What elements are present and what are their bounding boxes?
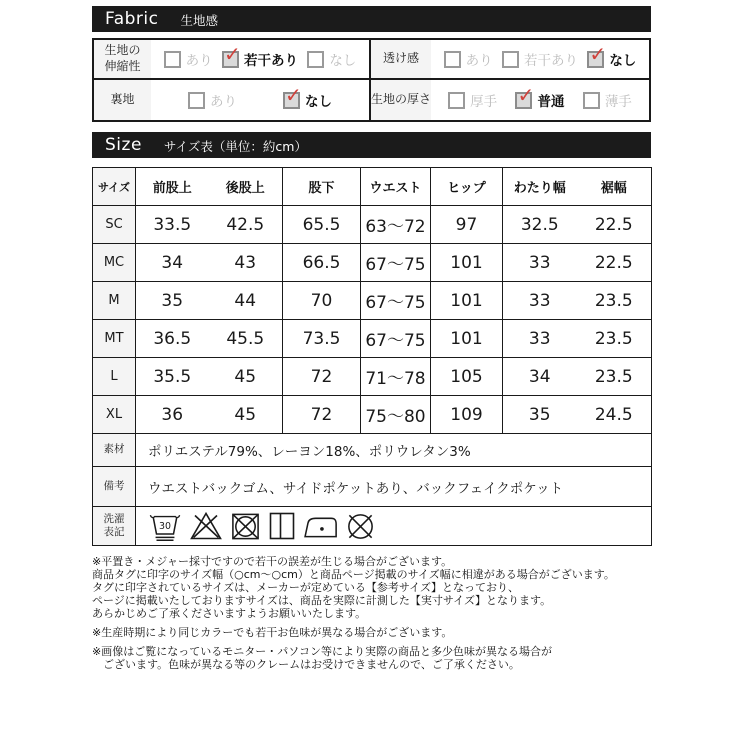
cell-value: 66.5	[283, 244, 361, 282]
footnote-line: ※生産時期により同じカラーでも若干お色味が異なる場合がございます。	[92, 626, 453, 639]
cell-value: 23.5	[577, 282, 652, 320]
cell-value: 34	[503, 358, 577, 396]
footnotes	[92, 555, 651, 671]
table-row	[93, 206, 652, 244]
footnote-line: あらかじめご了承くださいますようお願いいたします。	[92, 607, 367, 620]
notes-value: ウエストバックゴム、サイドポケットあり、バックフェイクポケット	[136, 467, 652, 507]
checkbox-checked-icon	[222, 41, 241, 68]
cell-value: 70	[283, 282, 361, 320]
check-mark-icon: ✓	[517, 82, 535, 107]
fabric-label-stretch-line1: 生地の	[104, 43, 141, 58]
size-section-header	[92, 132, 651, 158]
checkbox-checked-icon	[515, 82, 535, 109]
no-tumble-dry-icon	[230, 511, 261, 542]
cell-value: 67～75	[361, 244, 431, 282]
fabric-options-lining	[151, 80, 369, 120]
cell-value: 34	[136, 244, 209, 282]
iron-low-icon	[303, 513, 338, 540]
cell-value: 109	[431, 396, 503, 434]
footnote-monitor	[92, 645, 651, 671]
fabric-option	[222, 41, 298, 69]
material-row	[93, 434, 652, 467]
fabric-option-label: なし	[329, 53, 357, 69]
fabric-label-stretch-line2: 伸縮性	[104, 59, 141, 73]
fabric-option-label: 普通	[537, 94, 565, 110]
fabric-option	[583, 90, 632, 110]
table-row	[93, 244, 652, 282]
cell-value: 43	[209, 244, 283, 282]
svg-text:30: 30	[158, 520, 172, 532]
care-label-line1: 洗濯	[103, 512, 125, 525]
table-row	[93, 358, 652, 396]
care-symbols	[136, 510, 651, 543]
size-label: M	[93, 282, 136, 320]
fabric-option	[448, 90, 497, 110]
notes-row	[93, 467, 652, 507]
cell-value: 75～80	[361, 396, 431, 434]
cell-value: 35	[136, 282, 209, 320]
fabric-option	[587, 41, 637, 69]
cell-value: 101	[431, 244, 503, 282]
cell-value: 22.5	[577, 206, 652, 244]
cell-value: 72	[283, 396, 361, 434]
column-header-hip: ヒップ	[431, 168, 503, 206]
size-label: MC	[93, 244, 136, 282]
cell-value: 97	[431, 206, 503, 244]
footnote-line: ございます。色味が異なる等のクレームはお受けできませんので、ご了承ください。	[92, 658, 520, 671]
footnote-line: 商品タグに印字のサイズ幅（○cm～○cm）と商品ページ掲載のサイズ幅に相違がある場合がございます。	[92, 568, 615, 581]
size-label: XL	[93, 396, 136, 434]
product-spec-page	[92, 0, 651, 671]
cell-value: 23.5	[577, 358, 652, 396]
cell-value: 36.5	[136, 320, 209, 358]
fabric-option-label: あり	[185, 53, 213, 69]
check-mark-icon: ✓	[589, 41, 607, 66]
footnote-line: ※平置き・メジャー採寸ですので若干の誤差が生じる場合がございます。	[92, 555, 453, 568]
size-header-title: Size	[105, 135, 142, 155]
cell-value: 24.5	[577, 396, 652, 434]
fabric-label-lining	[94, 80, 151, 120]
cell-value: 101	[431, 320, 503, 358]
fabric-option-label: あり	[465, 53, 493, 69]
cell-value: 33.5	[136, 206, 209, 244]
fabric-option	[164, 49, 213, 69]
cell-value: 33	[503, 320, 577, 358]
fabric-option	[444, 49, 493, 69]
checkbox-icon	[307, 51, 324, 68]
material-value: ポリエステル79%、レーヨン18%、ポリウレタン3%	[136, 434, 652, 467]
column-header-back-rise: 後股上	[209, 168, 283, 206]
cell-value: 67～75	[361, 320, 431, 358]
cell-value: 33	[503, 282, 577, 320]
checkbox-checked-icon	[587, 41, 607, 68]
fabric-option-label: 若干あり	[243, 53, 298, 69]
checkbox-checked-icon	[283, 82, 302, 109]
cell-value: 35.5	[136, 358, 209, 396]
footnote-production	[92, 626, 651, 639]
wash-30-icon	[148, 510, 182, 543]
fabric-table	[92, 38, 651, 122]
fabric-option-label: なし	[609, 53, 637, 69]
fabric-label-thickness-text: 生地の厚さ	[371, 92, 432, 107]
cell-value: 101	[431, 282, 503, 320]
checkbox-icon	[502, 51, 519, 68]
fabric-option	[188, 90, 237, 110]
fabric-options-sheerness	[431, 40, 649, 80]
size-table	[92, 167, 652, 546]
fabric-options-stretch	[151, 40, 369, 80]
column-header-hem-width: 裾幅	[577, 168, 652, 206]
footnote-line: タグに印字されているサイズは、メーカーが定めている【参考サイズ】となっており、	[92, 581, 520, 594]
checkbox-icon	[444, 51, 461, 68]
cell-value: 63～72	[361, 206, 431, 244]
fabric-option-label: 若干あり	[523, 53, 578, 69]
fabric-label-lining-text: 裏地	[110, 92, 135, 107]
cell-value: 72	[283, 358, 361, 396]
column-header-thigh-width: わたり幅	[503, 168, 577, 206]
fabric-option	[307, 49, 356, 69]
fabric-option-label: なし	[305, 94, 332, 110]
cell-value: 67～75	[361, 282, 431, 320]
no-dry-clean-icon	[345, 511, 376, 542]
fabric-label-stretch	[94, 40, 151, 80]
care-row	[93, 507, 652, 546]
hang-dry-icon	[268, 511, 296, 541]
column-header-front-rise: 前股上	[136, 168, 209, 206]
table-row	[93, 396, 652, 434]
checkbox-icon	[164, 51, 181, 68]
care-label	[93, 507, 136, 546]
cell-value: 44	[209, 282, 283, 320]
checkbox-icon	[188, 92, 205, 109]
fabric-option	[502, 49, 578, 69]
column-header-size: サイズ	[93, 168, 136, 206]
table-row	[93, 282, 652, 320]
table-row	[93, 320, 652, 358]
cell-value: 45.5	[209, 320, 283, 358]
no-bleach-icon	[189, 511, 223, 541]
fabric-label-sheerness-text: 透け感	[382, 51, 419, 66]
size-label: L	[93, 358, 136, 396]
cell-value: 42.5	[209, 206, 283, 244]
checkbox-icon	[583, 92, 600, 109]
cell-value: 33	[503, 244, 577, 282]
cell-value: 45	[209, 358, 283, 396]
fabric-option-label: 薄手	[604, 94, 632, 110]
cell-value: 65.5	[283, 206, 361, 244]
fabric-label-thickness	[369, 80, 431, 120]
cell-value: 23.5	[577, 320, 652, 358]
cell-value: 36	[136, 396, 209, 434]
size-table-header-row	[93, 168, 652, 206]
cell-value: 73.5	[283, 320, 361, 358]
column-header-inseam: 股下	[283, 168, 361, 206]
fabric-option-label: 厚手	[470, 94, 498, 110]
cell-value: 71～78	[361, 358, 431, 396]
size-label: SC	[93, 206, 136, 244]
fabric-header-subtitle: 生地感	[180, 12, 219, 28]
cell-value: 105	[431, 358, 503, 396]
check-mark-icon: ✓	[285, 82, 302, 107]
care-label-line2: 表記	[103, 526, 125, 538]
material-label: 素材	[93, 434, 136, 467]
cell-value: 32.5	[503, 206, 577, 244]
fabric-options-thickness	[431, 80, 649, 120]
footnote-measurement	[92, 555, 651, 620]
column-header-waist: ウエスト	[361, 168, 431, 206]
size-header-subtitle: サイズ表（単位：約cm）	[163, 138, 307, 154]
size-label: MT	[93, 320, 136, 358]
fabric-option-label: あり	[210, 94, 237, 110]
cell-value: 22.5	[577, 244, 652, 282]
fabric-option	[283, 82, 332, 110]
fabric-section-header	[92, 6, 651, 32]
fabric-option	[515, 82, 565, 110]
footnote-line: ページに掲載いたしておりますサイズは、商品を実際に計測した【実寸サイズ】となります。	[92, 594, 552, 607]
notes-label: 備考	[93, 467, 136, 507]
fabric-header-title: Fabric	[105, 9, 159, 29]
checkbox-icon	[448, 92, 465, 109]
cell-value: 45	[209, 396, 283, 434]
cell-value: 35	[503, 396, 577, 434]
fabric-label-sheerness	[369, 40, 431, 80]
footnote-line: ※画像はご覧になっているモニター・パソコン等により実際の商品と多少色味が異なる場合が	[92, 645, 552, 658]
check-mark-icon: ✓	[223, 41, 241, 66]
